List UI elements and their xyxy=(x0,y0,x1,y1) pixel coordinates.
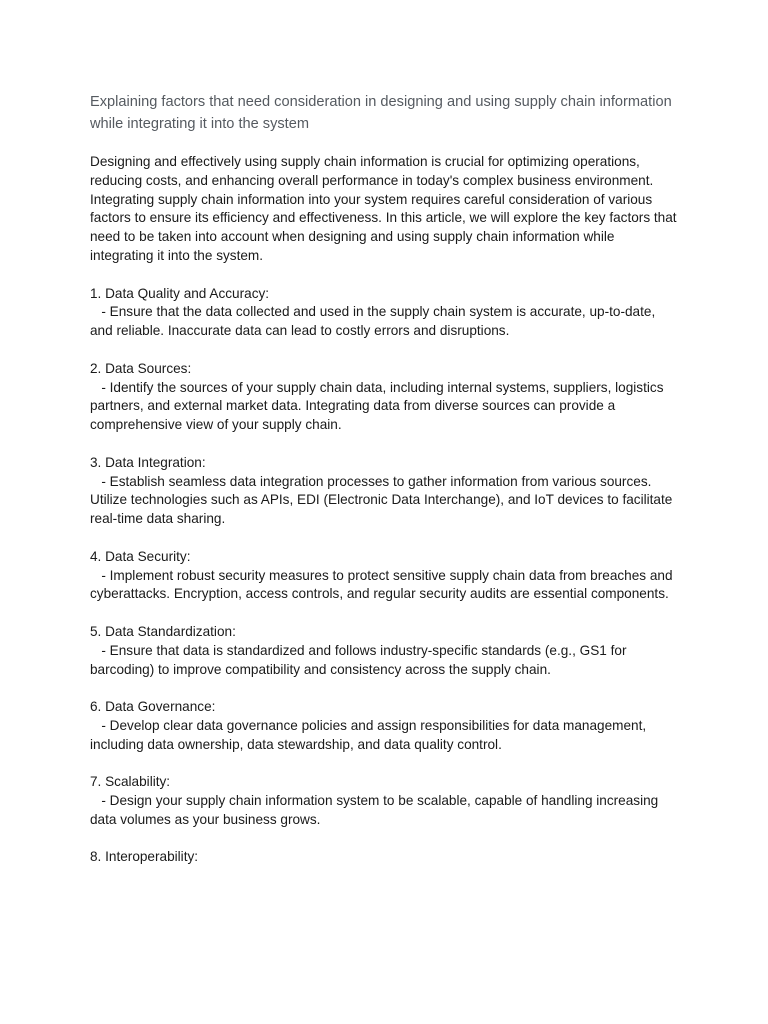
section-data-standardization xyxy=(90,623,680,679)
section-body: - Ensure that data is standardized and follows industry-specific standards (e.g., GS1 for barcoding) to improve compatibility and consistency across the supply chain. xyxy=(90,642,631,677)
section-heading: 6. Data Governance: xyxy=(90,699,216,715)
section-heading: 4. Data Security: xyxy=(90,548,191,564)
section-body: - Design your supply chain information system to be scalable, capable of handling increasing data volumes as your business grows. xyxy=(90,793,663,827)
section-heading: 2. Data Sources: xyxy=(90,360,192,376)
section-heading: 7. Scalability: xyxy=(90,774,171,790)
document-page xyxy=(90,91,680,886)
section-heading: 5. Data Standardization: xyxy=(90,623,236,639)
section-heading: 1. Data Quality and Accuracy: xyxy=(90,285,270,301)
section-body: - Identify the sources of your supply chain data, including internal systems, suppliers, logistics partners, and external market data. Integrating data from diverse sources can provide a comprehensive view of your supply chain. xyxy=(90,379,668,433)
section-scalability xyxy=(90,773,680,829)
section-data-security xyxy=(90,548,680,604)
section-body: - Implement robust security measures to protect sensitive supply chain data from breaches and cyberattacks. Encryption, access controls, and regular security audits are essential components. xyxy=(90,567,677,602)
section-data-sources xyxy=(90,360,680,435)
section-data-integration xyxy=(90,454,680,529)
intro-paragraph: Designing and effectively using supply chain information is crucial for optimizing operations, reducing costs, and enhancing overall performance in today's complex business environment. Integrating supply chain information into your system requires careful consideration of various factors to ensure its efficiency and effectiveness. In this article, we will explore the key factors that need to be taken into account when designing and using supply chain information while integrating it into the system. xyxy=(90,154,681,263)
section-heading: 3. Data Integration: xyxy=(90,454,206,470)
section-body: - Develop clear data governance policies and assign responsibilities for data management, including data ownership, data stewardship, and data quality control. xyxy=(90,717,650,752)
section-body: - Establish seamless data integration processes to gather information from various sources. Utilize technologies such as APIs, EDI (Electronic Data Interchange), and IoT devices to facilitate real-time data sharing. xyxy=(90,473,677,527)
section-data-governance xyxy=(90,698,680,754)
section-body: - Ensure that the data collected and used in the supply chain system is accurate, up-to-date, and reliable. Inaccurate data can lead to costly errors and disruptions. xyxy=(90,304,660,339)
section-interoperability xyxy=(90,848,680,867)
section-data-quality xyxy=(90,285,680,341)
section-heading: 8. Interoperability: xyxy=(90,849,199,865)
document-title: Explaining factors that need consideration in designing and using supply chain information while integrating it into the system xyxy=(90,94,672,132)
